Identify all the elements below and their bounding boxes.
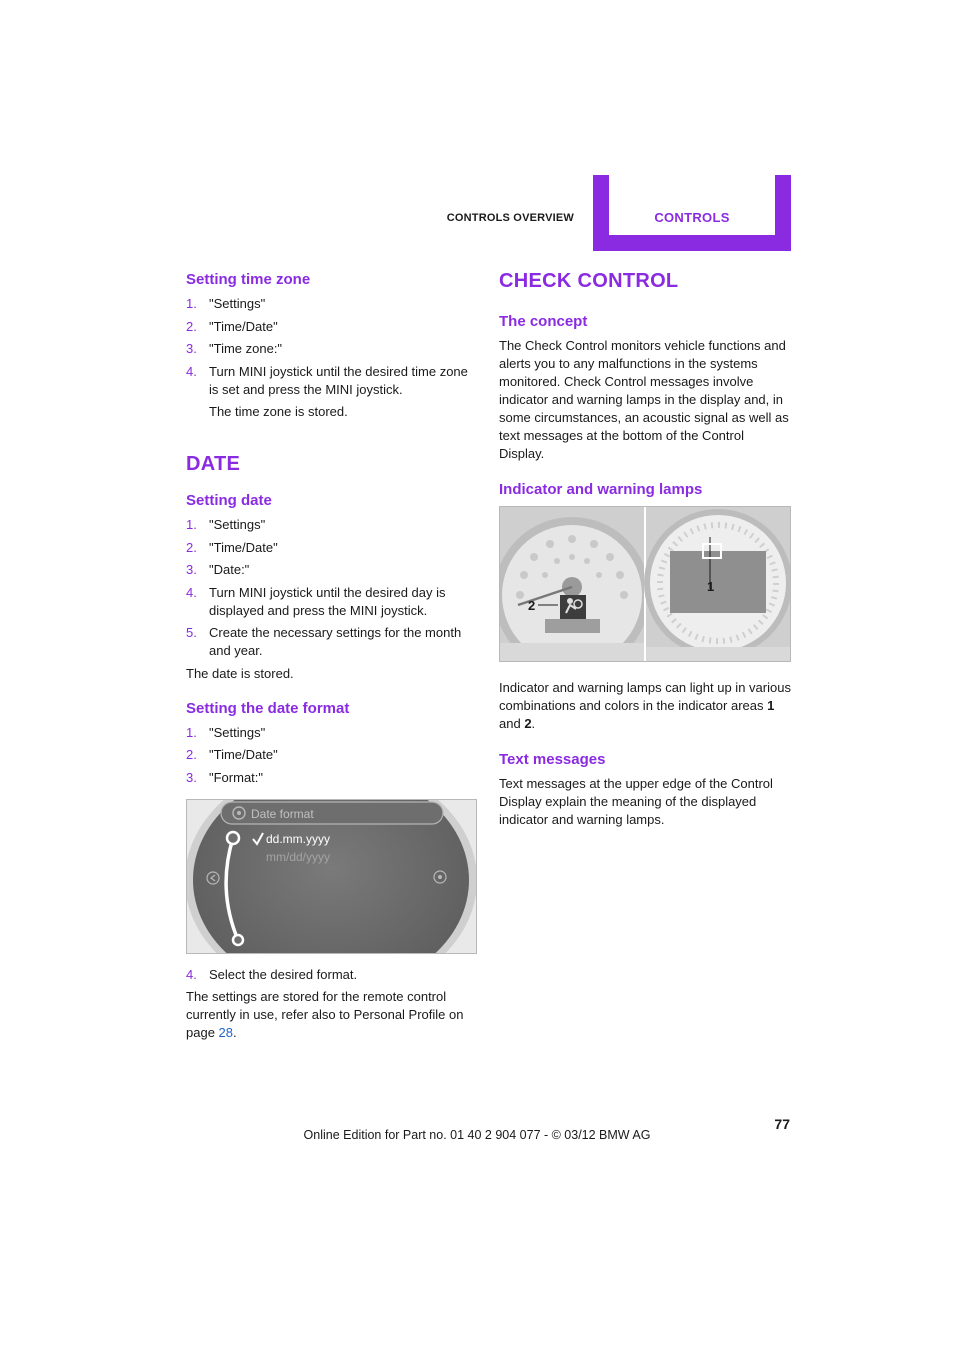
list-item: 2. "Time/Date" xyxy=(186,747,278,762)
list-item: 3. "Format:" xyxy=(186,769,264,785)
date-format-step-4 xyxy=(186,966,478,984)
list-item: 3. "Date:" xyxy=(186,562,250,577)
left-column xyxy=(186,270,478,1042)
right-gauge xyxy=(644,507,790,661)
closing-paragraph: The settings are stored for the remote control currently in use, refer also to Personal Profile on page 28. xyxy=(186,989,464,1040)
list-item: 3. "Time zone:" xyxy=(186,341,283,356)
list-item: 4. Turn MINI joystick until the desired day is displayed and press the MINI joystick. xyxy=(186,584,446,618)
area-1-label: 1 xyxy=(707,579,715,594)
date-format-steps xyxy=(186,724,478,787)
heading-lamps: Indicator and warning lamps xyxy=(499,481,703,498)
heading-date: DATE xyxy=(186,453,241,475)
lamps-text: Indicator and warning lamps can light up in various combinations and colors in the indicator areas 1 and 2. xyxy=(499,680,791,731)
left-gauge xyxy=(500,507,650,661)
list-item: 1. "Settings" xyxy=(186,517,266,532)
list-item: 5. Create the necessary settings for the month and year. xyxy=(186,625,462,658)
page-link[interactable]: 28 xyxy=(218,1025,234,1040)
edition-footer: Online Edition for Part no. 01 40 2 904 077 - © 03/12 BMW AG xyxy=(303,1128,651,1142)
date-steps xyxy=(186,516,478,660)
header-section-label: CONTROLS OVERVIEW xyxy=(446,212,574,224)
messages-text: Text messages at the upper edge of the Control Display explain the meaning of the displayed indicator and warning lamps. xyxy=(499,776,773,827)
concept-text: The Check Control monitors vehicle functions and alerts you to any malfunctions in the systems monitored. Check Control messages involve indicator and warning lamps in the display and, in some circumstances, an acoustic signal as well as text messages at the bottom of the Control Display. xyxy=(499,338,789,461)
heading-setting-time-zone: Setting time zone xyxy=(186,271,311,288)
list-item: 4. Turn MINI joystick until the desired time zone is set and press the MINI joystick. xyxy=(186,363,468,397)
header-tab-label: CONTROLS xyxy=(654,210,730,225)
heading-text-messages: Text messages xyxy=(499,751,606,768)
list-item: 1. "Settings" xyxy=(186,724,266,740)
option-unselected[interactable]: mm/dd/yyyy xyxy=(266,849,331,864)
time-zone-note: The time zone is stored. xyxy=(209,404,348,419)
instrument-cluster-figure xyxy=(499,506,791,662)
heading-date-format: Setting the date format xyxy=(186,699,350,717)
header-tab-inner xyxy=(609,175,775,235)
screen-title: Date format xyxy=(251,806,314,821)
list-item: 2. "Time/Date" xyxy=(186,318,278,334)
option-selected[interactable]: dd.mm.yyyy xyxy=(266,831,331,846)
date-format-screen xyxy=(187,800,476,953)
heading-check-control: CHECK CONTROL xyxy=(499,270,679,292)
heading-concept: The concept xyxy=(499,313,588,330)
time-zone-steps xyxy=(186,295,478,399)
date-note: The date is stored. xyxy=(186,665,294,681)
heading-setting-date: Setting date xyxy=(186,492,272,509)
list-item: 4. Select the desired format. xyxy=(186,966,358,982)
list-item: 1. "Settings" xyxy=(186,296,266,311)
area-2-label: 2 xyxy=(528,598,536,613)
right-column xyxy=(499,268,791,829)
instrument-cluster xyxy=(500,507,790,661)
page-number: 77 xyxy=(774,1116,790,1132)
date-format-screen-figure xyxy=(186,799,477,954)
list-item: 2. "Time/Date" xyxy=(186,539,278,555)
